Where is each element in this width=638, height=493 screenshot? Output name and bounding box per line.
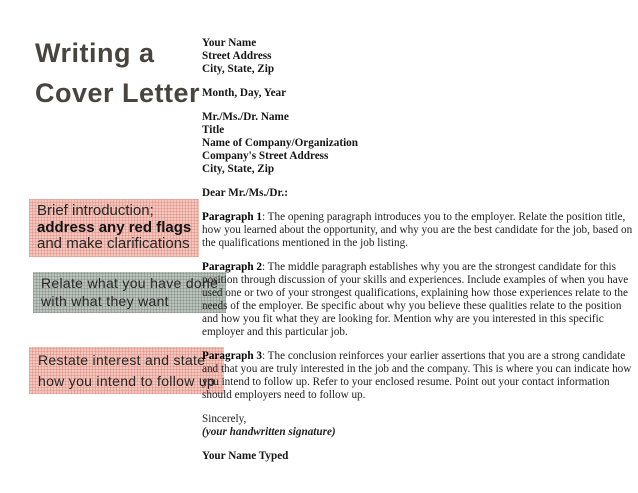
- annotation-line: how you intend to follow up: [38, 372, 215, 389]
- annotation-box-follow-up: [29, 347, 224, 394]
- sender-address-block: [202, 37, 636, 76]
- paragraph-1-label: Paragraph 1: [202, 211, 262, 223]
- signature-note: (your handwritten signature): [202, 426, 336, 438]
- annotation-box-relate: [33, 272, 226, 313]
- recipient-address-block: [202, 111, 636, 176]
- paragraph-2-label: Paragraph 2: [202, 261, 262, 273]
- paragraph-3-label: Paragraph 3: [202, 350, 262, 362]
- cover-letter-template: [202, 37, 636, 474]
- closing: Sincerely,: [202, 413, 247, 425]
- paragraph-1: [202, 211, 636, 250]
- annotation-line: and make clarifications: [37, 235, 190, 252]
- paragraph-3: [202, 350, 636, 402]
- recipient-name: Mr./Ms./Dr. Name: [202, 111, 289, 123]
- salutation: Dear Mr./Ms./Dr.:: [202, 187, 288, 199]
- paragraph-3-body: : The conclusion reinforces your earlier assertions that you are a strong candidate and that you are truly interested in the job and the company. This is where you can indicate how you intend to follow up. Refer to your enclosed resume. Point out your contact information should employers need to follow up.: [202, 350, 632, 401]
- slide-title: [35, 33, 200, 113]
- recipient-company: Name of Company/Organization: [202, 137, 358, 149]
- date-line: Month, Day, Year: [202, 87, 287, 99]
- sender-name: Your Name: [202, 37, 257, 49]
- sender-street: Street Address: [202, 50, 272, 62]
- annotation-line: address any red flags: [37, 218, 192, 236]
- closing-block: [202, 413, 636, 439]
- annotation-line: Relate what you have done: [41, 275, 219, 291]
- recipient-street: Company's Street Address: [202, 150, 329, 162]
- annotation-box-introduction: [29, 199, 199, 257]
- recipient-title: Title: [202, 124, 225, 136]
- annotation-line: Brief introduction;: [37, 202, 154, 219]
- recipient-city: City, State, Zip: [202, 163, 275, 175]
- annotation-line: with what they want: [41, 292, 169, 309]
- slide-title-line-2: Cover Letter: [35, 78, 201, 108]
- typed-name: Your Name Typed: [202, 450, 289, 462]
- sender-city: City, State, Zip: [202, 63, 275, 75]
- annotation-line: Restate interest and state: [38, 352, 206, 368]
- paragraph-2: [202, 261, 636, 339]
- paragraph-1-body: : The opening paragraph introduces you to the employer. Relate the position title, how you learned about the opportunity, and why you are the best candidate for the job, based on the qualifications mentioned in the job listing.: [202, 211, 633, 249]
- paragraph-2-body: : The middle paragraph establishes why you are the strongest candidate for this position through discussion of your skills and experiences. Include examples of when you have used one or two of your strongest qualifications, explaining how those experiences relate to the needs of the employer. Be specific about why you believe these qualities relate to the position and how you fit what they are looking for. Mention why are you interested in this specific employer and this particular job.: [202, 261, 629, 338]
- slide-title-line-1: Writing a: [35, 38, 155, 68]
